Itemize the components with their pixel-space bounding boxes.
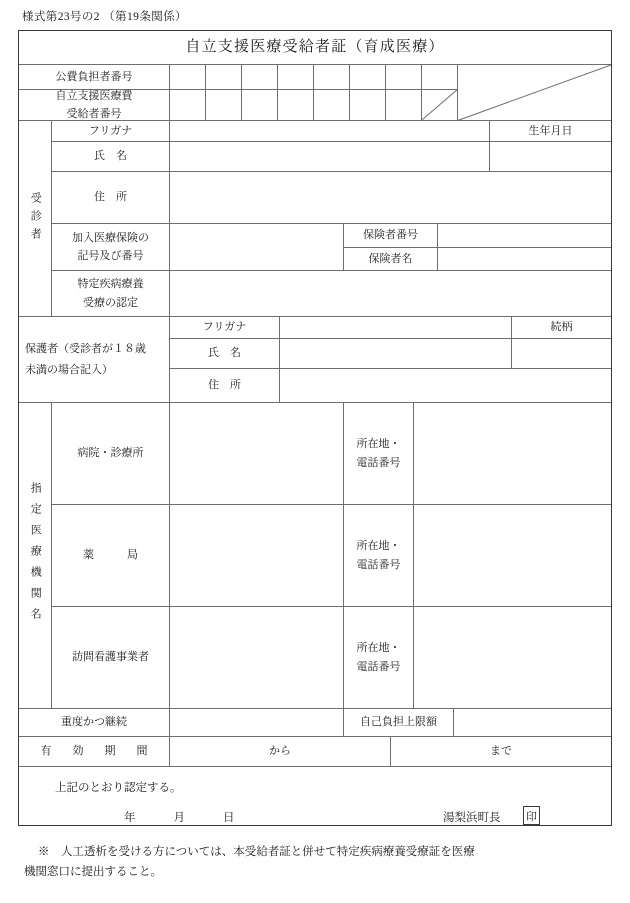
public-burden-cell-4[interactable] [277,65,313,90]
recipient-number-cell-5[interactable] [313,90,349,121]
guardian-label-line1: 保護者（受診者が１８歳 [25,342,146,355]
visiting-nurse-location-label [343,607,413,709]
guardian-furigana-label: フリガナ [169,317,279,339]
public-burden-cell-1[interactable] [169,65,205,90]
recipient-number-cell-1[interactable] [169,90,205,121]
patient-insurance-value[interactable] [169,224,343,271]
guardian-section-label [19,317,169,403]
guardian-relationship-value[interactable] [511,339,611,369]
specific-disease-label-line2: 受療の認定 [83,296,138,309]
hospital-location-label-line1: 所在地・ [356,438,401,451]
recipient-number-void-cell [421,90,457,121]
recipient-number-void-area [457,90,611,121]
patient-name-value[interactable] [169,142,489,172]
pharmacy-location-label [343,505,413,607]
specific-disease-label [51,271,169,317]
patient-furigana-value[interactable] [169,121,489,142]
recipient-number-label-line1: 自立支援医療費 [55,89,133,102]
public-burden-void-area [457,65,611,90]
certificate-sheet [18,30,612,826]
form-number: 様式第23号の2 （第19条関係） [22,11,187,23]
footnote-line1: ※ 人工透析を受ける方については、本受給者証と併せて特定疾病療養受療証を医療 [38,846,475,858]
pharmacy-location-label-line1: 所在地・ [356,540,401,553]
patient-name-label: 氏 名 [51,142,169,172]
pharmacy-name-value[interactable] [169,505,343,607]
patient-birthdate-label: 生年月日 [489,121,611,142]
insurer-number-label: 保険者番号 [343,224,437,248]
severe-continuous-label: 重度かつ継続 [19,709,169,737]
visiting-nurse-location-value[interactable] [413,607,611,709]
guardian-relationship-label: 続柄 [511,317,611,339]
valid-period-to[interactable]: まで [390,737,611,767]
hospital-location-label-line2: 電話番号 [356,456,401,469]
pharmacy-location-label-line2: 電話番号 [356,558,401,571]
certification-date-line[interactable]: 年 月 日 [124,812,240,824]
guardian-name-value[interactable] [279,339,511,369]
guardian-name-label: 氏 名 [169,339,279,369]
insurer-name-label: 保険者名 [343,248,437,271]
patient-address-label: 住 所 [51,172,169,224]
patient-birthdate-value[interactable] [489,142,611,172]
public-burden-cell-5[interactable] [313,65,349,90]
public-burden-number-label: 公費負担者番号 [19,65,169,90]
pharmacy-label: 薬 局 [51,505,169,607]
patient-insurance-label [51,224,169,271]
patient-furigana-label: フリガナ [51,121,169,142]
specific-disease-value[interactable] [169,271,611,317]
patient-insurance-label-line1: 加入医療保険の [72,231,149,244]
hospital-name-value[interactable] [169,403,343,505]
recipient-number-label-line2: 受給者番号 [66,108,122,120]
public-burden-cell-7[interactable] [385,65,421,90]
visiting-nurse-label: 訪問看護事業者 [51,607,169,709]
recipient-number-cell-2[interactable] [205,90,241,121]
visiting-nurse-name-value[interactable] [169,607,343,709]
hospital-location-label [343,403,413,505]
public-burden-cell-3[interactable] [241,65,277,90]
recipient-number-cell-6[interactable] [349,90,385,121]
hospital-label: 病院・診療所 [51,403,169,505]
guardian-label-line2: 未満の場合記入） [25,363,113,376]
insurer-number-value[interactable] [437,224,611,248]
public-burden-cell-6[interactable] [349,65,385,90]
patient-address-value[interactable] [169,172,611,224]
footnote [24,842,613,882]
visiting-nurse-location-label-line2: 電話番号 [356,660,401,673]
guardian-furigana-value[interactable] [279,317,511,339]
recipient-number-cell-4[interactable] [277,90,313,121]
footnote-line2: 機関窓口に提出すること。 [24,866,162,879]
page-title: 自立支援医療受給者証（育成医療） [19,31,611,65]
visiting-nurse-location-label-line1: 所在地・ [356,642,401,655]
certification-statement: 上記のとおり認定する。 [55,782,182,794]
self-pay-cap-label: 自己負担上限額 [343,709,453,737]
certification-issuer: 湯梨浜町長 [443,812,501,824]
recipient-number-label [19,90,169,121]
guardian-address-value[interactable] [279,369,611,403]
patient-insurance-label-line2: 記号及び番号 [77,250,144,262]
severe-continuous-value[interactable] [169,709,343,737]
valid-period-label: 有 効 期 間 [19,737,169,767]
hospital-location-value[interactable] [413,403,611,505]
guardian-address-label: 住 所 [169,369,279,403]
recipient-number-cell-7[interactable] [385,90,421,121]
institutions-section-vertical-label: 指定医療機関名 [19,403,51,709]
patient-section-vertical-label: 受診者 [19,121,51,317]
public-burden-cell-8[interactable] [421,65,457,90]
recipient-number-cell-3[interactable] [241,90,277,121]
official-seal-box[interactable]: 印 [523,806,540,825]
valid-period-from[interactable]: から [169,737,390,767]
insurer-name-value[interactable] [437,248,611,271]
self-pay-cap-value[interactable] [453,709,611,737]
specific-disease-label-line1: 特定疾病療養 [77,278,144,291]
public-burden-cell-2[interactable] [205,65,241,90]
pharmacy-location-value[interactable] [413,505,611,607]
